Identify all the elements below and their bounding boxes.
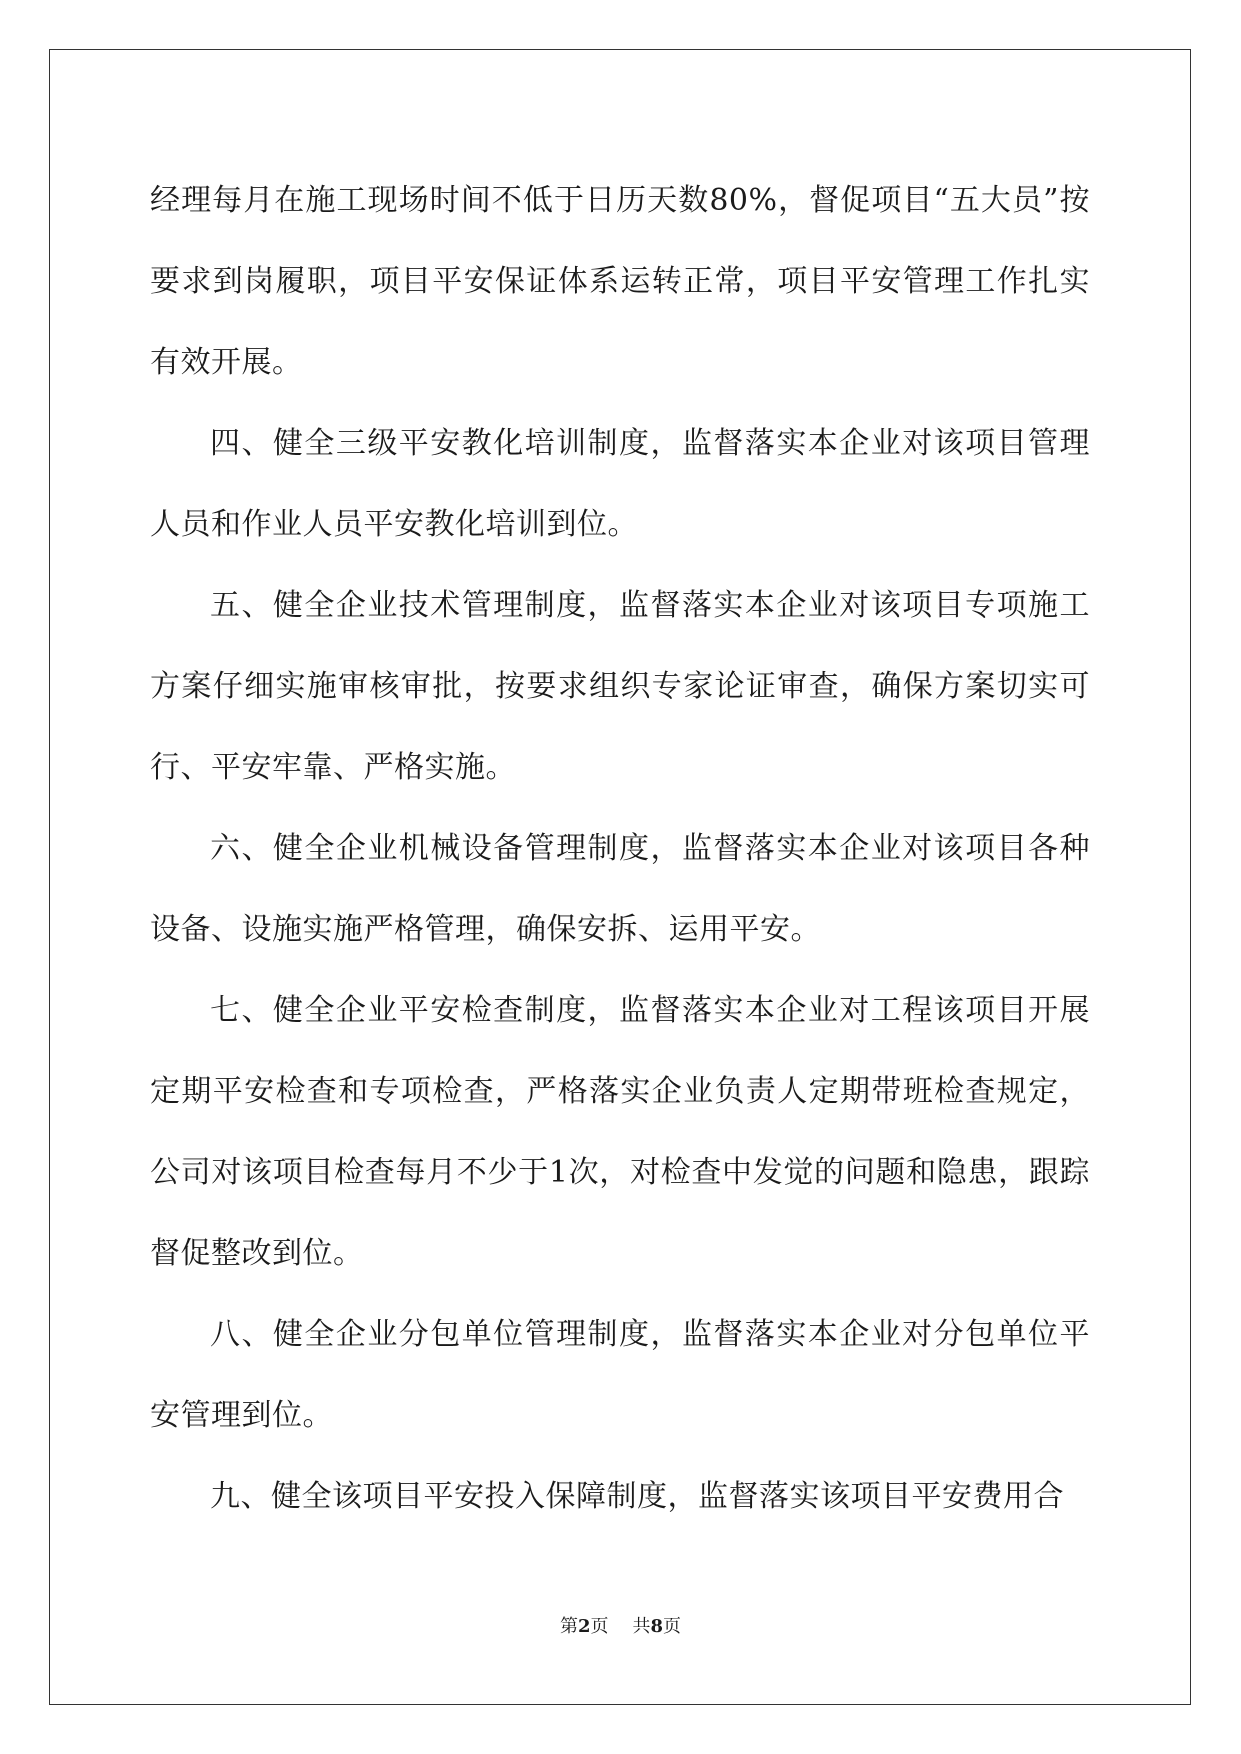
paragraph-item-8: 八、健全企业分包单位管理制度，监督落实本企业对分包单位平安管理到位。 xyxy=(150,1317,1090,1433)
page-number: 2 xyxy=(577,1616,591,1637)
page-footer xyxy=(0,1615,1241,1639)
paragraph-item-6: 六、健全企业机械设备管理制度，监督落实本企业对该项目各种设备、设施实施严格管理，确保安拆、运用平安。 xyxy=(150,831,1090,947)
paragraph-item-4: 四、健全三级平安教化培训制度，监督落实本企业对该项目管理人员和作业人员平安教化培训到位。 xyxy=(150,426,1090,542)
paragraph-item-9: 九、健全该项目平安投入保障制度，监督落实该项目平安费用合 xyxy=(210,1479,1064,1514)
paragraph-continuation: 经理每月在施工现场时间不低于日历天数80%，督促项目“五大员”按要求到岗履职，项目平安保证体系运转正常，项目平安管理工作扎实有效开展。 xyxy=(150,183,1090,380)
page-prefix: 第 xyxy=(559,1616,578,1637)
total-pages: 8 xyxy=(650,1616,664,1637)
total-prefix: 共 xyxy=(632,1616,651,1637)
paragraph-item-7: 七、健全企业平安检查制度，监督落实本企业对工程该项目开展定期平安检查和专项检查，严格落实企业负责人定期带班检查规定，公司对该项目检查每月不少于1次，对检查中发觉的问题和隐患，跟踪督促整改到位。 xyxy=(150,993,1090,1271)
total-suffix: 页 xyxy=(663,1616,682,1637)
paragraph-item-5: 五、健全企业技术管理制度，监督落实本企业对该项目专项施工方案仔细实施审核审批，按要求组织专家论证审查，确保方案切实可行、平安牢靠、严格实施。 xyxy=(150,588,1090,785)
page-suffix: 页 xyxy=(590,1616,609,1637)
document-body xyxy=(150,160,1090,1537)
